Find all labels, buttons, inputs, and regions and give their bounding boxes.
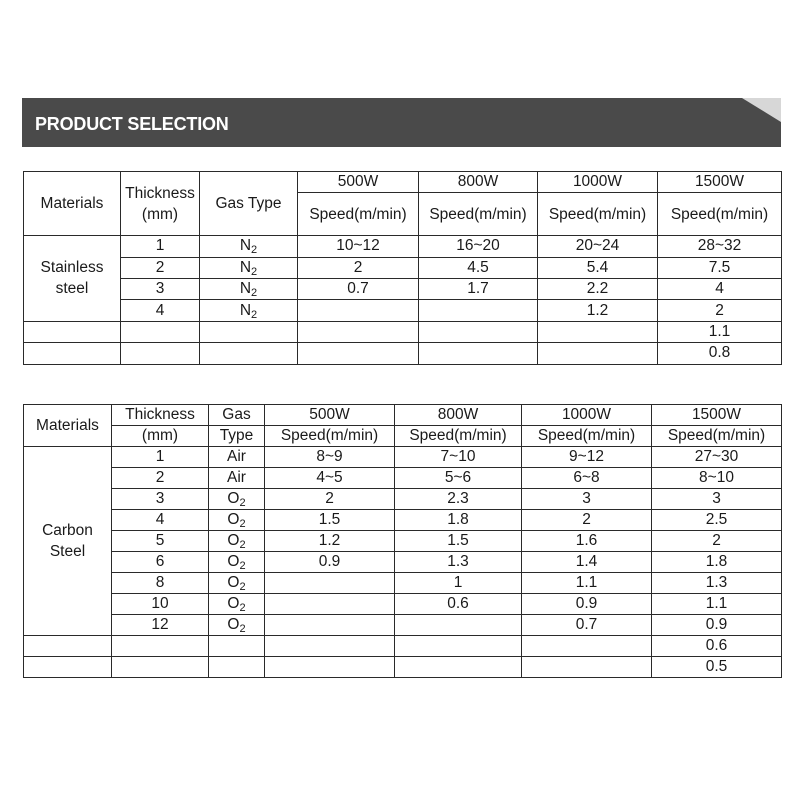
gas-type-cell — [209, 636, 265, 657]
speed-cell-500w — [265, 657, 395, 678]
section-title: PRODUCT SELECTION — [35, 114, 229, 134]
speed-cell-800w: 7~10 — [395, 447, 522, 468]
gas-symbol: O — [227, 511, 240, 528]
gas-subscript: 2 — [239, 623, 246, 635]
speed-cell-1000w: 5.4 — [538, 257, 658, 278]
speed-header: Speed(m/min) — [538, 193, 658, 236]
speed-cell-1500w: 0.6 — [652, 636, 782, 657]
speed-cell-800w — [395, 615, 522, 636]
power-header-800w: 800W — [395, 405, 522, 426]
table-row — [24, 278, 782, 299]
speed-cell-1000w: 1.6 — [522, 531, 652, 552]
thickness-cell: 3 — [121, 278, 200, 299]
speed-cell-1500w: 2 — [652, 531, 782, 552]
power-header-500w: 500W — [298, 172, 419, 193]
speed-cell-1000w — [522, 657, 652, 678]
speed-cell-1000w: 1.1 — [522, 573, 652, 594]
thickness-cell: 4 — [112, 510, 209, 531]
speed-cell-1000w — [538, 321, 658, 342]
speed-cell-500w: 1.5 — [265, 510, 395, 531]
speed-cell-1000w: 6~8 — [522, 468, 652, 489]
speed-cell-1500w: 8~10 — [652, 468, 782, 489]
power-header-800w: 800W — [419, 172, 538, 193]
power-header-1500w: 1500W — [658, 172, 782, 193]
carbon-steel-table — [23, 404, 782, 678]
speed-cell-1000w — [522, 636, 652, 657]
thickness-cell: 3 — [112, 489, 209, 510]
speed-cell-800w: 1 — [395, 573, 522, 594]
table-row — [24, 636, 782, 657]
speed-cell-500w: 4~5 — [265, 468, 395, 489]
gas-symbol: N — [239, 237, 252, 255]
speed-cell-1500w: 0.9 — [652, 615, 782, 636]
speed-cell-800w: 16~20 — [419, 236, 538, 257]
gas-subscript: 2 — [239, 581, 246, 593]
speed-header: Speed(m/min) — [522, 426, 652, 447]
table-row — [24, 657, 782, 678]
materials-header: Materials — [24, 172, 121, 236]
speed-header: Speed(m/min) — [298, 193, 419, 236]
speed-cell-500w: 10~12 — [298, 236, 419, 257]
speed-cell-800w — [419, 321, 538, 342]
material-name: Carbon Steel — [24, 447, 112, 636]
table-row — [24, 573, 782, 594]
thickness-header: Thickness — [112, 405, 209, 426]
gas-symbol: N — [239, 301, 252, 319]
thickness-cell: 2 — [121, 257, 200, 278]
speed-cell-1500w: 3 — [652, 489, 782, 510]
gas-symbol: O — [227, 595, 240, 612]
speed-header: Speed(m/min) — [658, 193, 782, 236]
table-row — [24, 489, 782, 510]
material-cell-empty — [24, 636, 112, 657]
speed-cell-800w: 1.7 — [419, 278, 538, 299]
gas-symbol: O — [227, 616, 240, 633]
speed-header: Speed(m/min) — [395, 426, 522, 447]
gas-subscript: 2 — [239, 518, 246, 530]
gas-type-header-line2: Type — [209, 426, 265, 447]
thickness-cell — [121, 321, 200, 342]
speed-cell-500w — [298, 343, 419, 364]
speed-cell-500w: 2 — [298, 257, 419, 278]
thickness-unit-header: (mm) — [112, 426, 209, 447]
speed-cell-500w — [265, 615, 395, 636]
speed-cell-800w: 1.5 — [395, 531, 522, 552]
speed-cell-500w: 8~9 — [265, 447, 395, 468]
speed-cell-1500w: 1.3 — [652, 573, 782, 594]
speed-cell-800w: 1.8 — [395, 510, 522, 531]
material-cell-empty — [24, 343, 121, 364]
speed-cell-1000w: 3 — [522, 489, 652, 510]
thickness-cell — [112, 657, 209, 678]
gas-type-cell — [209, 489, 265, 510]
gas-symbol: N — [239, 280, 252, 298]
speed-cell-1500w: 1.1 — [658, 321, 782, 342]
table-row — [24, 236, 782, 257]
gas-type-cell — [200, 257, 298, 278]
speed-cell-800w — [395, 636, 522, 657]
thickness-cell: 12 — [112, 615, 209, 636]
thickness-cell — [112, 636, 209, 657]
stainless-steel-table — [23, 171, 782, 365]
gas-subscript: 2 — [251, 308, 258, 321]
gas-type-cell — [200, 343, 298, 364]
gas-subscript: 2 — [251, 265, 258, 278]
gas-symbol: Air — [227, 469, 246, 486]
gas-type-cell — [200, 278, 298, 299]
speed-cell-500w — [265, 573, 395, 594]
table-row — [24, 552, 782, 573]
gas-type-cell — [209, 552, 265, 573]
gas-symbol: Air — [227, 448, 246, 465]
material-cell-empty — [24, 321, 121, 342]
power-header-1500w: 1500W — [652, 405, 782, 426]
speed-cell-1500w: 4 — [658, 278, 782, 299]
power-header-1000w: 1000W — [522, 405, 652, 426]
gas-type-header: Gas — [209, 405, 265, 426]
gas-subscript: 2 — [239, 539, 246, 551]
speed-cell-1000w — [538, 343, 658, 364]
gas-symbol: O — [227, 553, 240, 570]
speed-cell-1500w: 1.8 — [652, 552, 782, 573]
thickness-header: Thickness(mm) — [121, 172, 200, 236]
table-row — [24, 343, 782, 364]
materials-header: Materials — [24, 405, 112, 447]
material-name: Stainless steel — [24, 236, 121, 322]
speed-cell-800w: 5~6 — [395, 468, 522, 489]
speed-cell-1000w: 0.7 — [522, 615, 652, 636]
speed-header: Speed(m/min) — [419, 193, 538, 236]
speed-cell-800w: 1.3 — [395, 552, 522, 573]
speed-cell-800w — [395, 657, 522, 678]
gas-type-cell — [209, 468, 265, 489]
speed-cell-1000w: 20~24 — [538, 236, 658, 257]
speed-cell-1500w: 0.5 — [652, 657, 782, 678]
table-row — [24, 447, 782, 468]
speed-cell-1500w: 1.1 — [652, 594, 782, 615]
section-banner — [22, 98, 781, 147]
speed-cell-1000w: 2 — [522, 510, 652, 531]
speed-cell-500w: 2 — [265, 489, 395, 510]
gas-symbol: N — [239, 258, 252, 276]
gas-subscript: 2 — [251, 287, 258, 300]
gas-type-cell — [209, 447, 265, 468]
thickness-cell: 8 — [112, 573, 209, 594]
thickness-cell: 5 — [112, 531, 209, 552]
thickness-cell: 1 — [112, 447, 209, 468]
gas-type-cell — [209, 657, 265, 678]
thickness-cell: 6 — [112, 552, 209, 573]
thickness-cell: 1 — [121, 236, 200, 257]
gas-symbol: O — [227, 574, 240, 591]
gas-subscript: 2 — [239, 602, 246, 614]
table-row — [24, 594, 782, 615]
speed-cell-1500w: 0.8 — [658, 343, 782, 364]
speed-cell-800w — [419, 343, 538, 364]
gas-type-header: Gas Type — [200, 172, 298, 236]
gas-subscript: 2 — [239, 497, 246, 509]
gas-type-cell — [209, 573, 265, 594]
speed-cell-1500w: 28~32 — [658, 236, 782, 257]
speed-cell-1000w: 2.2 — [538, 278, 658, 299]
speed-cell-1500w: 7.5 — [658, 257, 782, 278]
power-header-1000w: 1000W — [538, 172, 658, 193]
speed-cell-1000w: 0.9 — [522, 594, 652, 615]
gas-symbol: O — [227, 490, 240, 507]
thickness-cell — [121, 343, 200, 364]
gas-type-cell — [209, 510, 265, 531]
speed-cell-800w: 2.3 — [395, 489, 522, 510]
speed-cell-500w: 0.9 — [265, 552, 395, 573]
speed-cell-500w — [298, 300, 419, 321]
gas-type-cell — [209, 615, 265, 636]
material-cell-empty — [24, 657, 112, 678]
speed-cell-800w — [419, 300, 538, 321]
gas-subscript: 2 — [251, 244, 258, 257]
speed-cell-500w: 1.2 — [265, 531, 395, 552]
speed-cell-800w: 0.6 — [395, 594, 522, 615]
speed-cell-1500w: 2 — [658, 300, 782, 321]
power-header-500w: 500W — [265, 405, 395, 426]
speed-cell-500w — [298, 321, 419, 342]
thickness-cell: 4 — [121, 300, 200, 321]
gas-symbol: O — [227, 532, 240, 549]
gas-type-cell — [200, 236, 298, 257]
speed-header: Speed(m/min) — [265, 426, 395, 447]
speed-cell-1000w: 1.2 — [538, 300, 658, 321]
table-row — [24, 257, 782, 278]
thickness-cell: 10 — [112, 594, 209, 615]
table-row — [24, 321, 782, 342]
speed-cell-1000w: 1.4 — [522, 552, 652, 573]
speed-cell-800w: 4.5 — [419, 257, 538, 278]
speed-cell-500w — [265, 636, 395, 657]
speed-cell-1500w: 2.5 — [652, 510, 782, 531]
gas-type-cell — [209, 531, 265, 552]
table-row — [24, 510, 782, 531]
gas-subscript: 2 — [239, 560, 246, 572]
thickness-cell: 2 — [112, 468, 209, 489]
speed-cell-500w — [265, 594, 395, 615]
speed-cell-500w: 0.7 — [298, 278, 419, 299]
table-row — [24, 615, 782, 636]
speed-header: Speed(m/min) — [652, 426, 782, 447]
speed-cell-1500w: 27~30 — [652, 447, 782, 468]
table-row — [24, 468, 782, 489]
table-row — [24, 531, 782, 552]
gas-type-cell — [200, 300, 298, 321]
gas-type-cell — [209, 594, 265, 615]
speed-cell-1000w: 9~12 — [522, 447, 652, 468]
table-row — [24, 300, 782, 321]
gas-type-cell — [200, 321, 298, 342]
